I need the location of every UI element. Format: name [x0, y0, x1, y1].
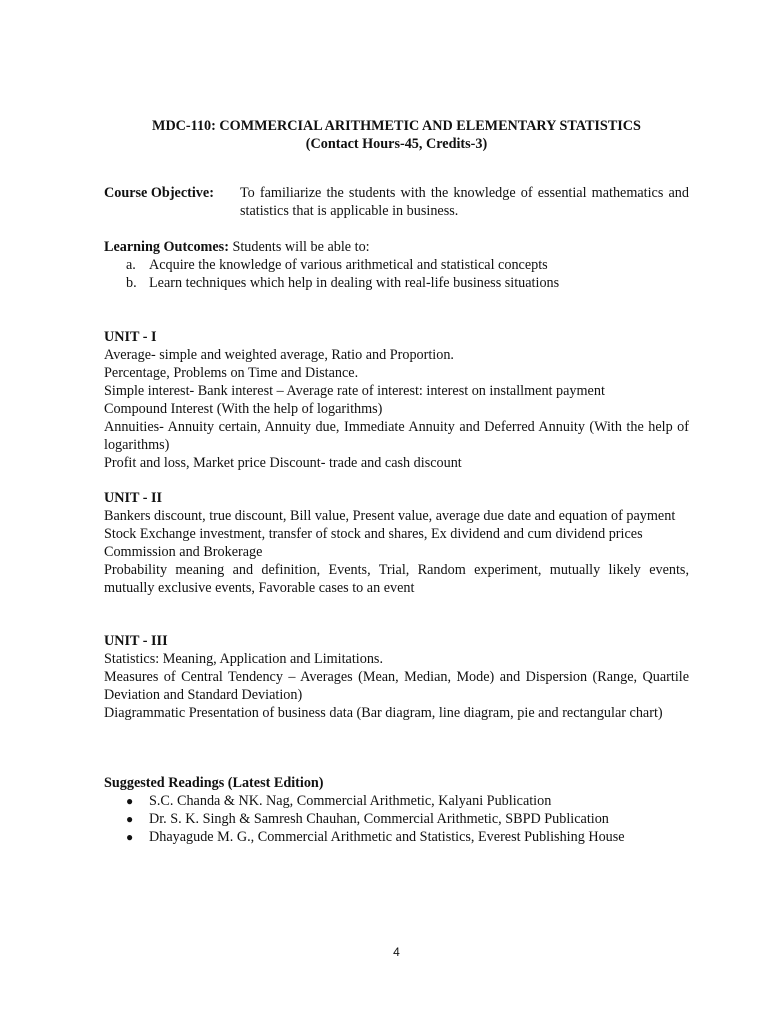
outcomes-heading: [104, 238, 689, 256]
outcome-marker: b.: [126, 275, 137, 291]
reading-item: [104, 810, 689, 828]
course-title-line: MDC-110: COMMERCIAL ARITHMETIC AND ELEMENTARY STATISTICS: [152, 118, 641, 134]
course-title: [104, 117, 689, 153]
unit-topic: Diagrammatic Presentation of business data (Bar diagram, line diagram, pie and rectangular chart): [104, 705, 663, 721]
outcomes-intro: Students will be able to:: [228, 239, 370, 255]
readings-heading: Suggested Readings (Latest Edition): [104, 775, 324, 791]
bullet-icon: ●: [126, 812, 134, 826]
unit-topic: Stock Exchange investment, transfer of stock and shares, Ex dividend and cum dividend prices: [104, 526, 643, 542]
outcomes-label: Learning Outcomes:: [104, 239, 229, 255]
reading-text: S.C. Chanda & NK. Nag, Commercial Arithmetic, Kalyani Publication: [149, 793, 552, 809]
reading-item: [104, 828, 689, 846]
outcome-marker: a.: [126, 257, 136, 273]
unit-topic: Commission and Brokerage: [104, 544, 263, 560]
unit-topic: Statistics: Meaning, Application and Limitations.: [104, 651, 383, 667]
outcome-text: Learn techniques which help in dealing with real-life business situations: [149, 275, 560, 291]
unit-heading: UNIT - III: [104, 633, 168, 649]
objective-text: To familiarize the students with the knowledge of essential mathematics and statistics that is applicable in business.: [240, 185, 689, 219]
document-page: [104, 0, 689, 1024]
unit-topic: Bankers discount, true discount, Bill value, Present value, average due date and equation of payment: [104, 508, 676, 524]
unit-topic: Measures of Central Tendency – Averages (Mean, Median, Mode) and Dispersion (Range, Quartile Deviation and Standard Deviation): [104, 669, 689, 703]
unit-heading: UNIT - I: [104, 329, 157, 345]
course-subtitle-line: (Contact Hours-45, Credits-3): [305, 136, 488, 152]
unit-topic: Probability meaning and definition, Events, Trial, Random experiment, mutually likely events, mutually exclusive events, Favorable cases to an event: [104, 562, 689, 596]
learning-outcomes: [104, 238, 689, 292]
reading-text: Dr. S. K. Singh & Samresh Chauhan, Commercial Arithmetic, SBPD Publication: [149, 811, 609, 827]
unit-topic: Average- simple and weighted average, Ratio and Proportion.: [104, 347, 454, 363]
outcome-item: [104, 256, 689, 274]
outcome-item: [104, 274, 689, 292]
outcome-text: Acquire the knowledge of various arithmetical and statistical concepts: [149, 257, 548, 273]
unit-3: [104, 632, 689, 722]
unit-topic: Annuities- Annuity certain, Annuity due, Immediate Annuity and Deferred Annuity (With the help of logarithms): [104, 419, 689, 453]
unit-topic: Simple interest- Bank interest – Average rate of interest: interest on installment payment: [104, 383, 605, 399]
reading-text: Dhayagude M. G., Commercial Arithmetic and Statistics, Everest Publishing House: [149, 829, 625, 845]
unit-1: [104, 328, 689, 472]
objective-label: Course Objective:: [104, 185, 214, 201]
page-number: 4: [393, 945, 400, 959]
reading-item: [104, 792, 689, 810]
unit-topic: Profit and loss, Market price Discount- trade and cash discount: [104, 455, 462, 471]
readings-list: [104, 792, 689, 846]
unit-topic: Compound Interest (With the help of logarithms): [104, 401, 383, 417]
unit-2: [104, 489, 689, 597]
bullet-icon: ●: [126, 830, 134, 844]
bullet-icon: ●: [126, 794, 134, 808]
unit-heading: UNIT - II: [104, 490, 163, 506]
suggested-readings: [104, 774, 689, 846]
unit-topic: Percentage, Problems on Time and Distance.: [104, 365, 359, 381]
outcomes-list: [104, 256, 689, 292]
